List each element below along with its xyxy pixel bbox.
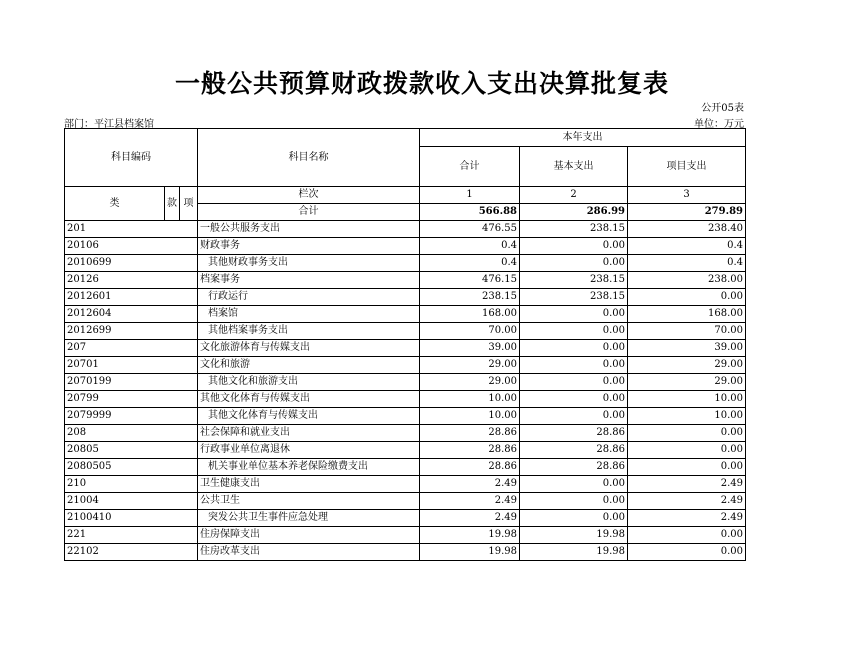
header-kuan: 款 (165, 187, 180, 221)
row-name: 其他文化体育与传媒支出 (198, 391, 420, 408)
row-code: 2100410 (65, 510, 198, 527)
row-name: 其他财政事务支出 (198, 255, 420, 272)
row-basic: 0.00 (520, 476, 628, 493)
row-project: 70.00 (628, 323, 746, 340)
unit-label: 单位：万元 (694, 119, 744, 130)
row-name: 财政事务 (198, 238, 420, 255)
row-total: 29.00 (420, 374, 520, 391)
row-name: 行政事业单位离退休 (198, 442, 420, 459)
row-code: 2012604 (65, 306, 198, 323)
col-number-2: 2 (520, 187, 628, 204)
row-basic: 0.00 (520, 323, 628, 340)
row-name: 其他档案事务支出 (198, 323, 420, 340)
row-total: 0.4 (420, 238, 520, 255)
row-code: 2080505 (65, 459, 198, 476)
table-row (65, 493, 746, 510)
row-basic: 28.86 (520, 459, 628, 476)
row-project: 2.49 (628, 476, 746, 493)
row-basic: 0.00 (520, 357, 628, 374)
row-basic: 238.15 (520, 272, 628, 289)
row-project: 0.00 (628, 527, 746, 544)
row-project: 2.49 (628, 510, 746, 527)
row-basic: 0.00 (520, 238, 628, 255)
row-basic: 0.00 (520, 255, 628, 272)
header-xiang: 项 (180, 187, 198, 221)
row-code: 20805 (65, 442, 198, 459)
row-code: 21004 (65, 493, 198, 510)
table-row (65, 306, 746, 323)
row-name: 一般公共服务支出 (198, 221, 420, 238)
row-total: 476.55 (420, 221, 520, 238)
row-name: 行政运行 (198, 289, 420, 306)
table-row (65, 425, 746, 442)
table-row (65, 221, 746, 238)
row-total: 19.98 (420, 544, 520, 561)
row-total: 39.00 (420, 340, 520, 357)
table-row (65, 374, 746, 391)
row-project: 10.00 (628, 391, 746, 408)
row-name: 社会保障和就业支出 (198, 425, 420, 442)
row-project: 168.00 (628, 306, 746, 323)
col-number-3: 3 (628, 187, 746, 204)
row-project: 2.49 (628, 493, 746, 510)
row-code: 20126 (65, 272, 198, 289)
row-name: 卫生健康支出 (198, 476, 420, 493)
row-basic: 0.00 (520, 306, 628, 323)
row-project: 29.00 (628, 357, 746, 374)
row-total: 2.49 (420, 510, 520, 527)
row-basic: 28.86 (520, 425, 628, 442)
row-name: 文化和旅游 (198, 357, 420, 374)
header-lei: 类 (65, 187, 165, 221)
row-name: 住房保障支出 (198, 527, 420, 544)
table-row (65, 340, 746, 357)
col-number-1: 1 (420, 187, 520, 204)
row-project: 10.00 (628, 408, 746, 425)
row-total: 70.00 (420, 323, 520, 340)
row-code: 207 (65, 340, 198, 357)
table-row (65, 544, 746, 561)
row-total: 19.98 (420, 527, 520, 544)
total-project: 279.89 (628, 204, 746, 221)
row-total: 2.49 (420, 493, 520, 510)
row-name: 档案馆 (198, 306, 420, 323)
row-total: 10.00 (420, 391, 520, 408)
row-basic: 0.00 (520, 408, 628, 425)
row-project: 0.00 (628, 544, 746, 561)
header-name: 科目名称 (198, 129, 420, 187)
row-code: 2012699 (65, 323, 198, 340)
total-label: 合计 (198, 204, 420, 221)
row-code: 201 (65, 221, 198, 238)
row-total: 29.00 (420, 357, 520, 374)
table-row (65, 527, 746, 544)
table-row (65, 510, 746, 527)
row-basic: 0.00 (520, 493, 628, 510)
row-project: 0.00 (628, 459, 746, 476)
total-sum: 566.88 (420, 204, 520, 221)
row-basic: 238.15 (520, 289, 628, 306)
row-code: 2070199 (65, 374, 198, 391)
row-name: 住房改革支出 (198, 544, 420, 561)
row-code: 2012601 (65, 289, 198, 306)
row-code: 210 (65, 476, 198, 493)
row-total: 28.86 (420, 425, 520, 442)
budget-table (64, 128, 746, 561)
page-title: 一般公共预算财政拨款收入支出决算批复表 (174, 69, 669, 98)
table-row (65, 408, 746, 425)
total-basic: 286.99 (520, 204, 628, 221)
row-name: 档案事务 (198, 272, 420, 289)
table-row (65, 459, 746, 476)
row-project: 39.00 (628, 340, 746, 357)
column-order-row (65, 187, 746, 204)
row-code: 22102 (65, 544, 198, 561)
row-name: 文化旅游体育与传媒支出 (198, 340, 420, 357)
row-total: 168.00 (420, 306, 520, 323)
row-code: 20106 (65, 238, 198, 255)
header-code: 科目编码 (65, 129, 198, 187)
row-total: 10.00 (420, 408, 520, 425)
table-row (65, 255, 746, 272)
row-project: 238.40 (628, 221, 746, 238)
row-total: 28.86 (420, 442, 520, 459)
table-row (65, 357, 746, 374)
row-total: 2.49 (420, 476, 520, 493)
row-basic: 238.15 (520, 221, 628, 238)
row-basic: 0.00 (520, 510, 628, 527)
row-basic: 19.98 (520, 544, 628, 561)
header-project: 项目支出 (628, 147, 746, 187)
header-column-order: 栏次 (198, 187, 420, 204)
row-basic: 0.00 (520, 391, 628, 408)
row-total: 476.15 (420, 272, 520, 289)
table-row (65, 442, 746, 459)
table-row (65, 289, 746, 306)
row-basic: 19.98 (520, 527, 628, 544)
row-code: 2010699 (65, 255, 198, 272)
table-row (65, 272, 746, 289)
row-code: 221 (65, 527, 198, 544)
row-name: 公共卫生 (198, 493, 420, 510)
row-name: 机关事业单位基本养老保险缴费支出 (198, 459, 420, 476)
row-name: 突发公共卫生事件应急处理 (198, 510, 420, 527)
row-total: 0.4 (420, 255, 520, 272)
row-code: 208 (65, 425, 198, 442)
row-project: 0.00 (628, 425, 746, 442)
row-total: 28.86 (420, 459, 520, 476)
row-total: 238.15 (420, 289, 520, 306)
table-row (65, 391, 746, 408)
table-row (65, 323, 746, 340)
department-label: 部门：平江县档案馆 (64, 119, 154, 130)
row-basic: 28.86 (520, 442, 628, 459)
form-number: 公开05表 (701, 103, 744, 114)
header-total: 合计 (420, 147, 520, 187)
row-project: 0.4 (628, 238, 746, 255)
table-row (65, 238, 746, 255)
header-basic: 基本支出 (520, 147, 628, 187)
row-project: 238.00 (628, 272, 746, 289)
table-row (65, 476, 746, 493)
row-project: 0.00 (628, 442, 746, 459)
row-basic: 0.00 (520, 340, 628, 357)
row-code: 20701 (65, 357, 198, 374)
header-current-year: 本年支出 (420, 129, 746, 147)
row-name: 其他文化体育与传媒支出 (198, 408, 420, 425)
row-basic: 0.00 (520, 374, 628, 391)
row-project: 29.00 (628, 374, 746, 391)
row-name: 其他文化和旅游支出 (198, 374, 420, 391)
row-code: 2079999 (65, 408, 198, 425)
row-project: 0.00 (628, 289, 746, 306)
header-row-1 (65, 129, 746, 147)
row-project: 0.4 (628, 255, 746, 272)
row-code: 20799 (65, 391, 198, 408)
